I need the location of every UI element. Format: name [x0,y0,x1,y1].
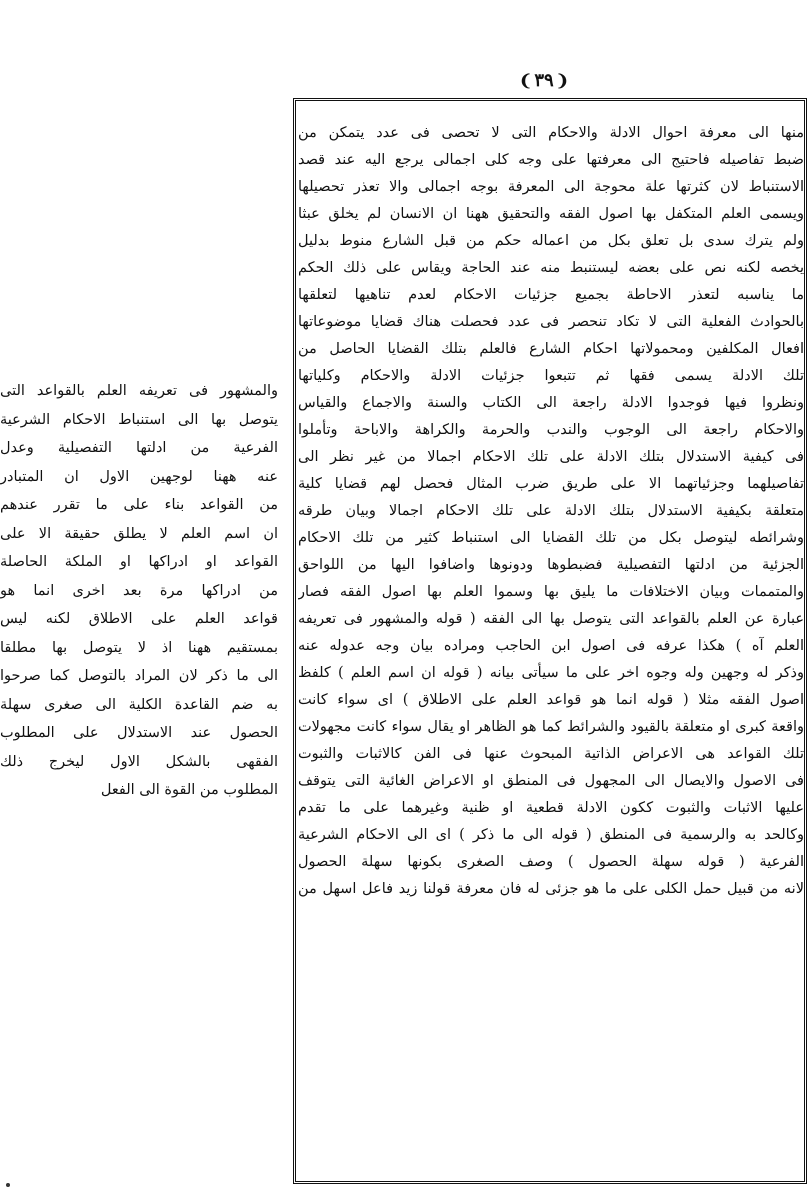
margin-text-line: القواعد او ادراكها او الملكة الحاصلة [0,554,278,570]
main-text-line: لانه من قبيل حمل الكلى على ما هو جزئى له فان معرفة قولنا زيد فاعل اسهل من [298,881,804,897]
margin-text-line: من القواعد بناء على ما تقرر عندهم [0,497,278,513]
main-text-line: ما يناسبه لتعذر الاحاطة بجميع جزئيات الاحكام لعدم تناهيها لتعلقها [298,287,804,303]
main-text-line: منها الى معرفة احوال الادلة والاحكام التى لا تحصى فى عدد يتمكن من [298,125,804,141]
main-text-line: واقعة كبرى او متعلقة بالقيود والشرائط كما هو الظاهر او يقال سواء كانت مجهولات [298,719,804,735]
main-text-line: الفرعية ( قوله سهلة الحصول ) وصف الصغرى بكونها سهلة الحصول [298,854,804,870]
main-text-line: وذكر له وجهين وله وجوه اخر على ما سيأتى بيانه ( قوله ان اسم العلم ) كلفظ [298,665,804,681]
ornament-right-icon: ❩ [518,70,533,90]
main-text-line: تلك الادلة يسمى فقها ثم تتبعوا جزئيات الادلة والاحكام وكلياتها [298,368,804,384]
margin-text-line: الحصول عند الاستدلال على المطلوب [0,725,278,741]
margin-commentary-block [0,377,290,805]
main-text-line: عليها الاثبات والثبوت ككون الادلة قطعية او ظنية وغيرهما على ما تقدم [298,800,804,816]
main-text-line: فى كيفية الاستدلال بتلك الادلة على تلك الاحكام اجمالا من غير نظر الى [298,449,804,465]
main-text-line: بالحوادث الفعلية التى لا تكاد تنحصر فى عدد فحصلت هناك قضايا موضوعاتها [298,314,804,330]
margin-text-line: به ضم القاعدة الكلية الى صغرى سهلة [0,696,278,713]
main-text-line: وشرائطه ليتوصل بكل من تلك القضايا الى استنباط كثير من تلك الاحكام [298,530,804,546]
page-number-text: ٣٩ [534,69,554,91]
main-text-block [298,120,804,903]
main-text-line: الاستنباط لان كثرتها علة محوجة الى المعرفة بوجه اجمالى والا تعذر تحصيلها [298,179,804,195]
margin-text-line: عنه ههنا لوجهين الاول ان المتبادر [0,468,278,485]
ornament-left-icon: ❨ [555,70,570,90]
margin-text-line: بمستقيم ههنا اذ لا يتوصل بها مطلقا [0,639,278,656]
margin-text-line: الى ما ذكر لان المراد بالتوصل كما صرحوا [0,668,278,684]
margin-text-line: الفرعية من ادلتها التفصيلية وعدل [0,440,278,456]
main-text-line: تلك القواعد هى الاعراض الذاتية المبحوث عنها فى الفن كالاثبات والثبوت [298,746,804,762]
scan-mark [6,1183,10,1187]
main-text-line: العلم آه ) هكذا عرفه فى اصول ابن الحاجب ومراده بيان وجه عدوله عنه [298,638,804,654]
main-text-line: وكالحد به والرسمية فى المنطق ( قوله الى ما ذكر ) اى الى الاحكام الشرعية [298,827,804,843]
main-text-line: والمتممات وبيان الاختلافات ما يليق بها وسموا العلم بها اصول الفقه فصار [298,584,804,600]
margin-text-line: قواعد العلم على الاطلاق لكنه ليس [0,611,278,627]
margin-text-line: ان اسم العلم لا يطلق حقيقة الا على [0,525,278,542]
margin-text-line: يتوصل بها الى استنباط الاحكام الشرعية [0,411,278,428]
main-text-line: اصول الفقه مثلا ( قوله انما هو قواعد العلم على الاطلاق ) اى سواء كانت [298,692,804,708]
main-text-line: افعال المكلفين ومحمولاتها احكام الشارع فالعلم بتلك القضايا الحاصل من [298,341,804,357]
main-text-line: ويسمى العلم المتكفل بها اصول الفقه والتحقيق ههنا ان الانسان لم يخلق عبثا [298,206,804,222]
main-text-line: الجزئية من ادلتها التفصيلية فضبطوها ودونوها واضافوا اليها من اللواحق [298,557,804,573]
main-text-line: متعلقة بكيفية الاستدلال بتلك الادلة على تلك الاحكام اجمالا وبيان طرقه [298,503,804,519]
main-text-line: ضبط تفاصيله فاحتيج الى معرفتها على وجه كلى اجمالى يرجع اليه عند قصد [298,152,804,168]
main-text-line: والاحكام راجعة الى الوجوب والندب والحرمة والكراهة والاباحة وتأملوا [298,422,804,438]
main-text-line: تفاصيلهما وجزئياتهما الا على طريق ضرب المثال فحصل لهم قضايا كلية [298,476,804,492]
page-number [508,68,580,92]
margin-text-line: من ادراكها مرة بعد اخرى انما هو [0,582,278,599]
margin-text-line: الفقهى بالشكل الاول ليخرج ذلك [0,753,278,770]
main-text-line: ونظروا فيها فوجدوا الادلة راجعة الى الكتاب والسنة والاجماع والقياس [298,395,804,411]
main-text-line: يخصه لكنه نص على بعضه ليستنبط منه عند الحاجة ويقاس على ذلك الحكم [298,260,804,276]
margin-text-line: المطلوب من القوة الى الفعل [100,782,278,798]
margin-text-line: والمشهور فى تعريفه العلم بالقواعد التى [0,383,278,399]
main-text-line: فى الاصول والايصال الى المجهول فى المنطق او الاعراض الغائية التى يتوقف [298,773,804,789]
main-text-line: عبارة عن العلم بالقواعد التى يتوصل بها الى الفقه ( قوله والمشهور فى تعريفه [298,611,804,627]
main-text-line: ولم يترك سدى بل تعلق بكل من اعماله حكم من قبل الشارع منوط بدليل [298,233,804,249]
